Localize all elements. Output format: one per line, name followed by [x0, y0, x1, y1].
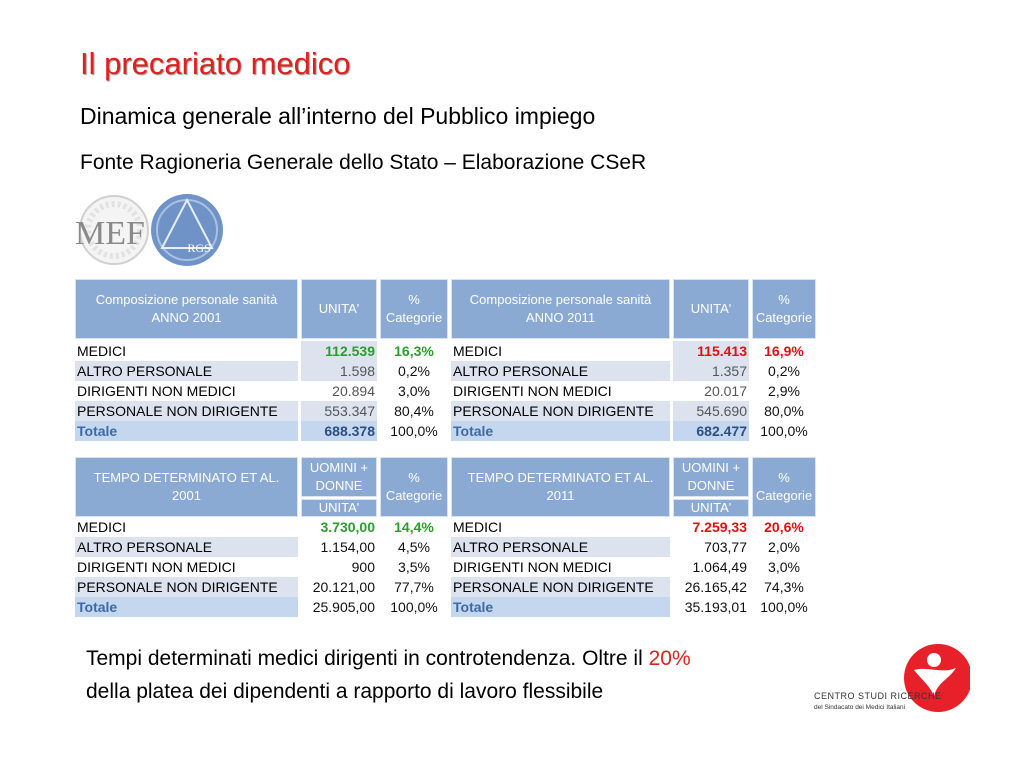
row-label-medici: MEDICI [451, 517, 670, 537]
value-medici: 115.413 [673, 341, 749, 361]
pct-personale: 74,3% [764, 579, 804, 595]
value-personale: 26.165,42 [684, 579, 747, 595]
pct-dirigenti: 3,0% [768, 559, 800, 575]
pct-medici: 20,6% [764, 519, 804, 535]
value-altro: 1.598 [301, 361, 377, 381]
pct-dirigenti: 2,9% [768, 383, 800, 399]
pct-medici: 16,3% [394, 343, 434, 359]
row-label-medici: MEDICI [75, 517, 298, 537]
value-dirigenti: 900 [351, 559, 375, 575]
note-text-1: Tempi determinati medici dirigenti in controtendenza. Oltre il [86, 647, 649, 670]
pct-altro: 0,2% [768, 363, 800, 379]
pct-medici: 16,9% [764, 343, 804, 359]
value-dirigenti: 20.017 [673, 381, 749, 401]
slide-title: Il precariato medico [80, 46, 351, 81]
row-label-altro: ALTRO PERSONALE [75, 361, 298, 381]
header-units: UNITA' [673, 279, 749, 339]
pct-altro: 2,0% [768, 539, 800, 555]
value-dirigenti: 1.064,49 [692, 559, 747, 575]
value-medici: 3.730,00 [320, 519, 375, 535]
note-text-2: della platea dei dipendenti a rapporto di lavoro flessibile [86, 680, 604, 703]
value-altro: 1.154,00 [320, 539, 375, 555]
pct-dirigenti: 3,5% [398, 559, 430, 575]
value-totale: 35.193,01 [684, 599, 747, 615]
pct-medici: 14,4% [394, 519, 434, 535]
value-altro: 1.357 [673, 361, 749, 381]
note-highlight: 20% [648, 647, 691, 670]
value-totale: 688.378 [301, 421, 377, 441]
pct-personale: 77,7% [394, 579, 434, 595]
pct-totale: 100,0% [760, 599, 808, 615]
header-units: UOMINI + DONNE [301, 457, 377, 497]
row-label-medici: MEDICI [75, 341, 298, 361]
header-composition-2011: Composizione personale sanità ANNO 2011 [451, 279, 670, 339]
header-pct: % Categorie [752, 457, 816, 517]
header-pct: % Categorie [380, 279, 448, 339]
header-td-2011: TEMPO DETERMINATO ET AL. 2011 [451, 457, 670, 517]
row-label-personale: PERSONALE NON DIRIGENTE [451, 577, 670, 597]
value-medici: 7.259,33 [692, 519, 747, 535]
pct-totale: 100,0% [760, 423, 808, 439]
value-personale: 20.121,00 [312, 579, 375, 595]
row-label-altro: ALTRO PERSONALE [451, 361, 670, 381]
cser-name: CENTRO STUDI RICERCHE [814, 691, 942, 701]
pct-dirigenti: 3,0% [398, 383, 430, 399]
conclusion-note [86, 642, 691, 708]
row-label-personale: PERSONALE NON DIRIGENTE [75, 401, 298, 421]
value-personale: 545.690 [673, 401, 749, 421]
value-dirigenti: 20.894 [301, 381, 377, 401]
pct-totale: 100,0% [390, 423, 438, 439]
header-units: UNITA' [301, 279, 377, 339]
row-label-personale: PERSONALE NON DIRIGENTE [75, 577, 298, 597]
pct-altro: 4,5% [398, 539, 430, 555]
source-line: Fonte Ragioneria Generale dello Stato – Elaborazione CSeR [80, 151, 647, 174]
row-label-totale: Totale [451, 421, 670, 441]
header-pct: % Categorie [380, 457, 448, 517]
header-units-sub: UNITA' [301, 499, 377, 517]
pct-personale: 80,0% [764, 403, 804, 419]
row-label-medici: MEDICI [451, 341, 670, 361]
row-label-totale: Totale [75, 421, 298, 441]
value-medici: 112.539 [301, 341, 377, 361]
cser-subname: del Sindacato dei Medici Italiani [814, 704, 906, 711]
pct-personale: 80,4% [394, 403, 434, 419]
row-label-dirigenti: DIRIGENTI NON MEDICI [75, 557, 298, 577]
header-units-sub: UNITA' [673, 499, 749, 517]
value-totale: 25.905,00 [312, 599, 375, 615]
row-label-dirigenti: DIRIGENTI NON MEDICI [75, 381, 298, 401]
header-units: UOMINI + DONNE [673, 457, 749, 497]
pct-totale: 100,0% [390, 599, 438, 615]
row-label-totale: Totale [75, 597, 298, 617]
value-personale: 553.347 [301, 401, 377, 421]
row-label-totale: Totale [451, 597, 670, 617]
row-label-altro: ALTRO PERSONALE [75, 537, 298, 557]
slide-subtitle: Dinamica generale all’interno del Pubblico impiego [80, 103, 596, 129]
row-label-dirigenti: DIRIGENTI NON MEDICI [451, 381, 670, 401]
header-composition-2001: Composizione personale sanità ANNO 2001 [75, 279, 298, 339]
value-totale: 682.477 [673, 421, 749, 441]
row-label-personale: PERSONALE NON DIRIGENTE [451, 401, 670, 421]
rgs-text: RGS [187, 241, 211, 255]
header-td-2001: TEMPO DETERMINATO ET AL. 2001 [75, 457, 298, 517]
row-label-dirigenti: DIRIGENTI NON MEDICI [451, 557, 670, 577]
header-pct: % Categorie [752, 279, 816, 339]
mef-rgs-logo [74, 192, 234, 270]
row-label-altro: ALTRO PERSONALE [451, 537, 670, 557]
mef-text: MEF [75, 215, 145, 252]
value-altro: 703,77 [704, 539, 747, 555]
pct-altro: 0,2% [398, 363, 430, 379]
